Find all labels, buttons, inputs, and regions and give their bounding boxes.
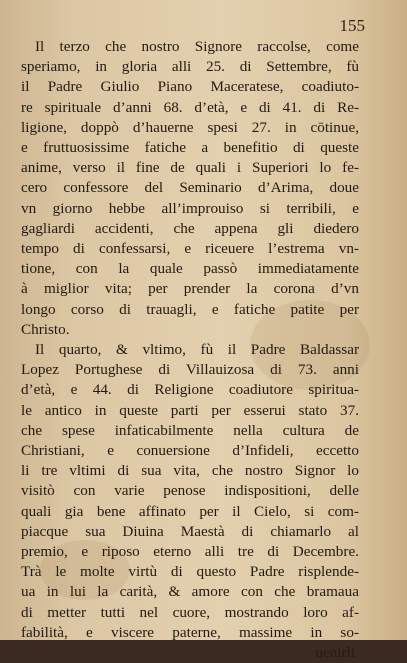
page-number: 155 bbox=[339, 16, 365, 35]
text-line: Christiani, e conuersione d’Infideli, eccetto bbox=[21, 442, 359, 460]
text-line: anime, verso il fine de quali i Superiori lo fe- bbox=[21, 159, 359, 177]
text-line: à miglior vita; per prender la corona d’vn bbox=[21, 280, 359, 298]
text-line: le antico in queste parti per esserui stato 37. bbox=[21, 401, 359, 419]
text-line: tione, con la quale passò immediatamente bbox=[21, 260, 359, 278]
text-line: ligione, doppò d’hauerne spesi 27. in cōtinue, bbox=[21, 118, 359, 136]
text-line: longo corso di trauagli, e fatiche patite per bbox=[21, 300, 359, 318]
text-line: tempo di confessarsi, e riceuere l’estrema vn- bbox=[21, 240, 359, 258]
text-line: re spirituale d’anni 68. d’età, e di 41. di Re- bbox=[21, 98, 359, 116]
text-line: ua in lui la carità, & amore con che bramaua bbox=[21, 583, 359, 601]
text-line: premio, e riposo eterno alli tre di Decembre. bbox=[21, 543, 359, 561]
text-line: speriamo, in gloria alli 25. di Settembre, fù bbox=[21, 58, 359, 76]
text-line: fabilità, e viscere paterne, massime in so- bbox=[21, 623, 359, 641]
text-line: di metter tutti nel cuore, mostrando loro af- bbox=[21, 603, 359, 621]
text-line: visitò con varie penose indispositioni, delle bbox=[21, 482, 359, 500]
text-line: quali gia bene affinato per il Cielo, si com- bbox=[21, 502, 359, 520]
text-line: vn giorno hebbe all’improuiso si terribili, e bbox=[21, 199, 359, 217]
text-line: Lopez Portughese di Villauizosa di 73. anni bbox=[21, 361, 359, 379]
body-text bbox=[21, 37, 359, 663]
text-line: Il terzo che nostro Signore raccolse, come bbox=[35, 38, 359, 55]
text-line: li tre vltimi di sua vita, che nostro Signor lo bbox=[21, 462, 359, 480]
text-line: d’età, e 44. di Religione coadiutore spiritua- bbox=[21, 381, 359, 399]
paragraph bbox=[21, 340, 359, 643]
text-line: Christo. bbox=[21, 320, 70, 338]
text-line: gagliardi accidenti, che appena gli diedero bbox=[21, 219, 359, 237]
text-line: piacque sua Diuina Maestà di chiamarlo al bbox=[21, 522, 359, 540]
text-line: Il quarto, & vltimo, fù il Padre Baldassar bbox=[35, 341, 359, 359]
text-line: cero confessore del Seminario d’Arima, doue bbox=[21, 179, 359, 197]
text-line: e fruttuosissime fatiche a benefitio di queste bbox=[21, 139, 359, 157]
text-line: che spese infaticabilmente nella cultura de bbox=[21, 421, 359, 439]
text-line: il Padre Giulio Piano Maceratese, coadiuto- bbox=[21, 78, 359, 96]
text-line: Trà le molte virtù di questo Padre risplende- bbox=[21, 563, 359, 581]
catchword: uenirli bbox=[315, 644, 355, 662]
paragraph bbox=[21, 37, 359, 340]
